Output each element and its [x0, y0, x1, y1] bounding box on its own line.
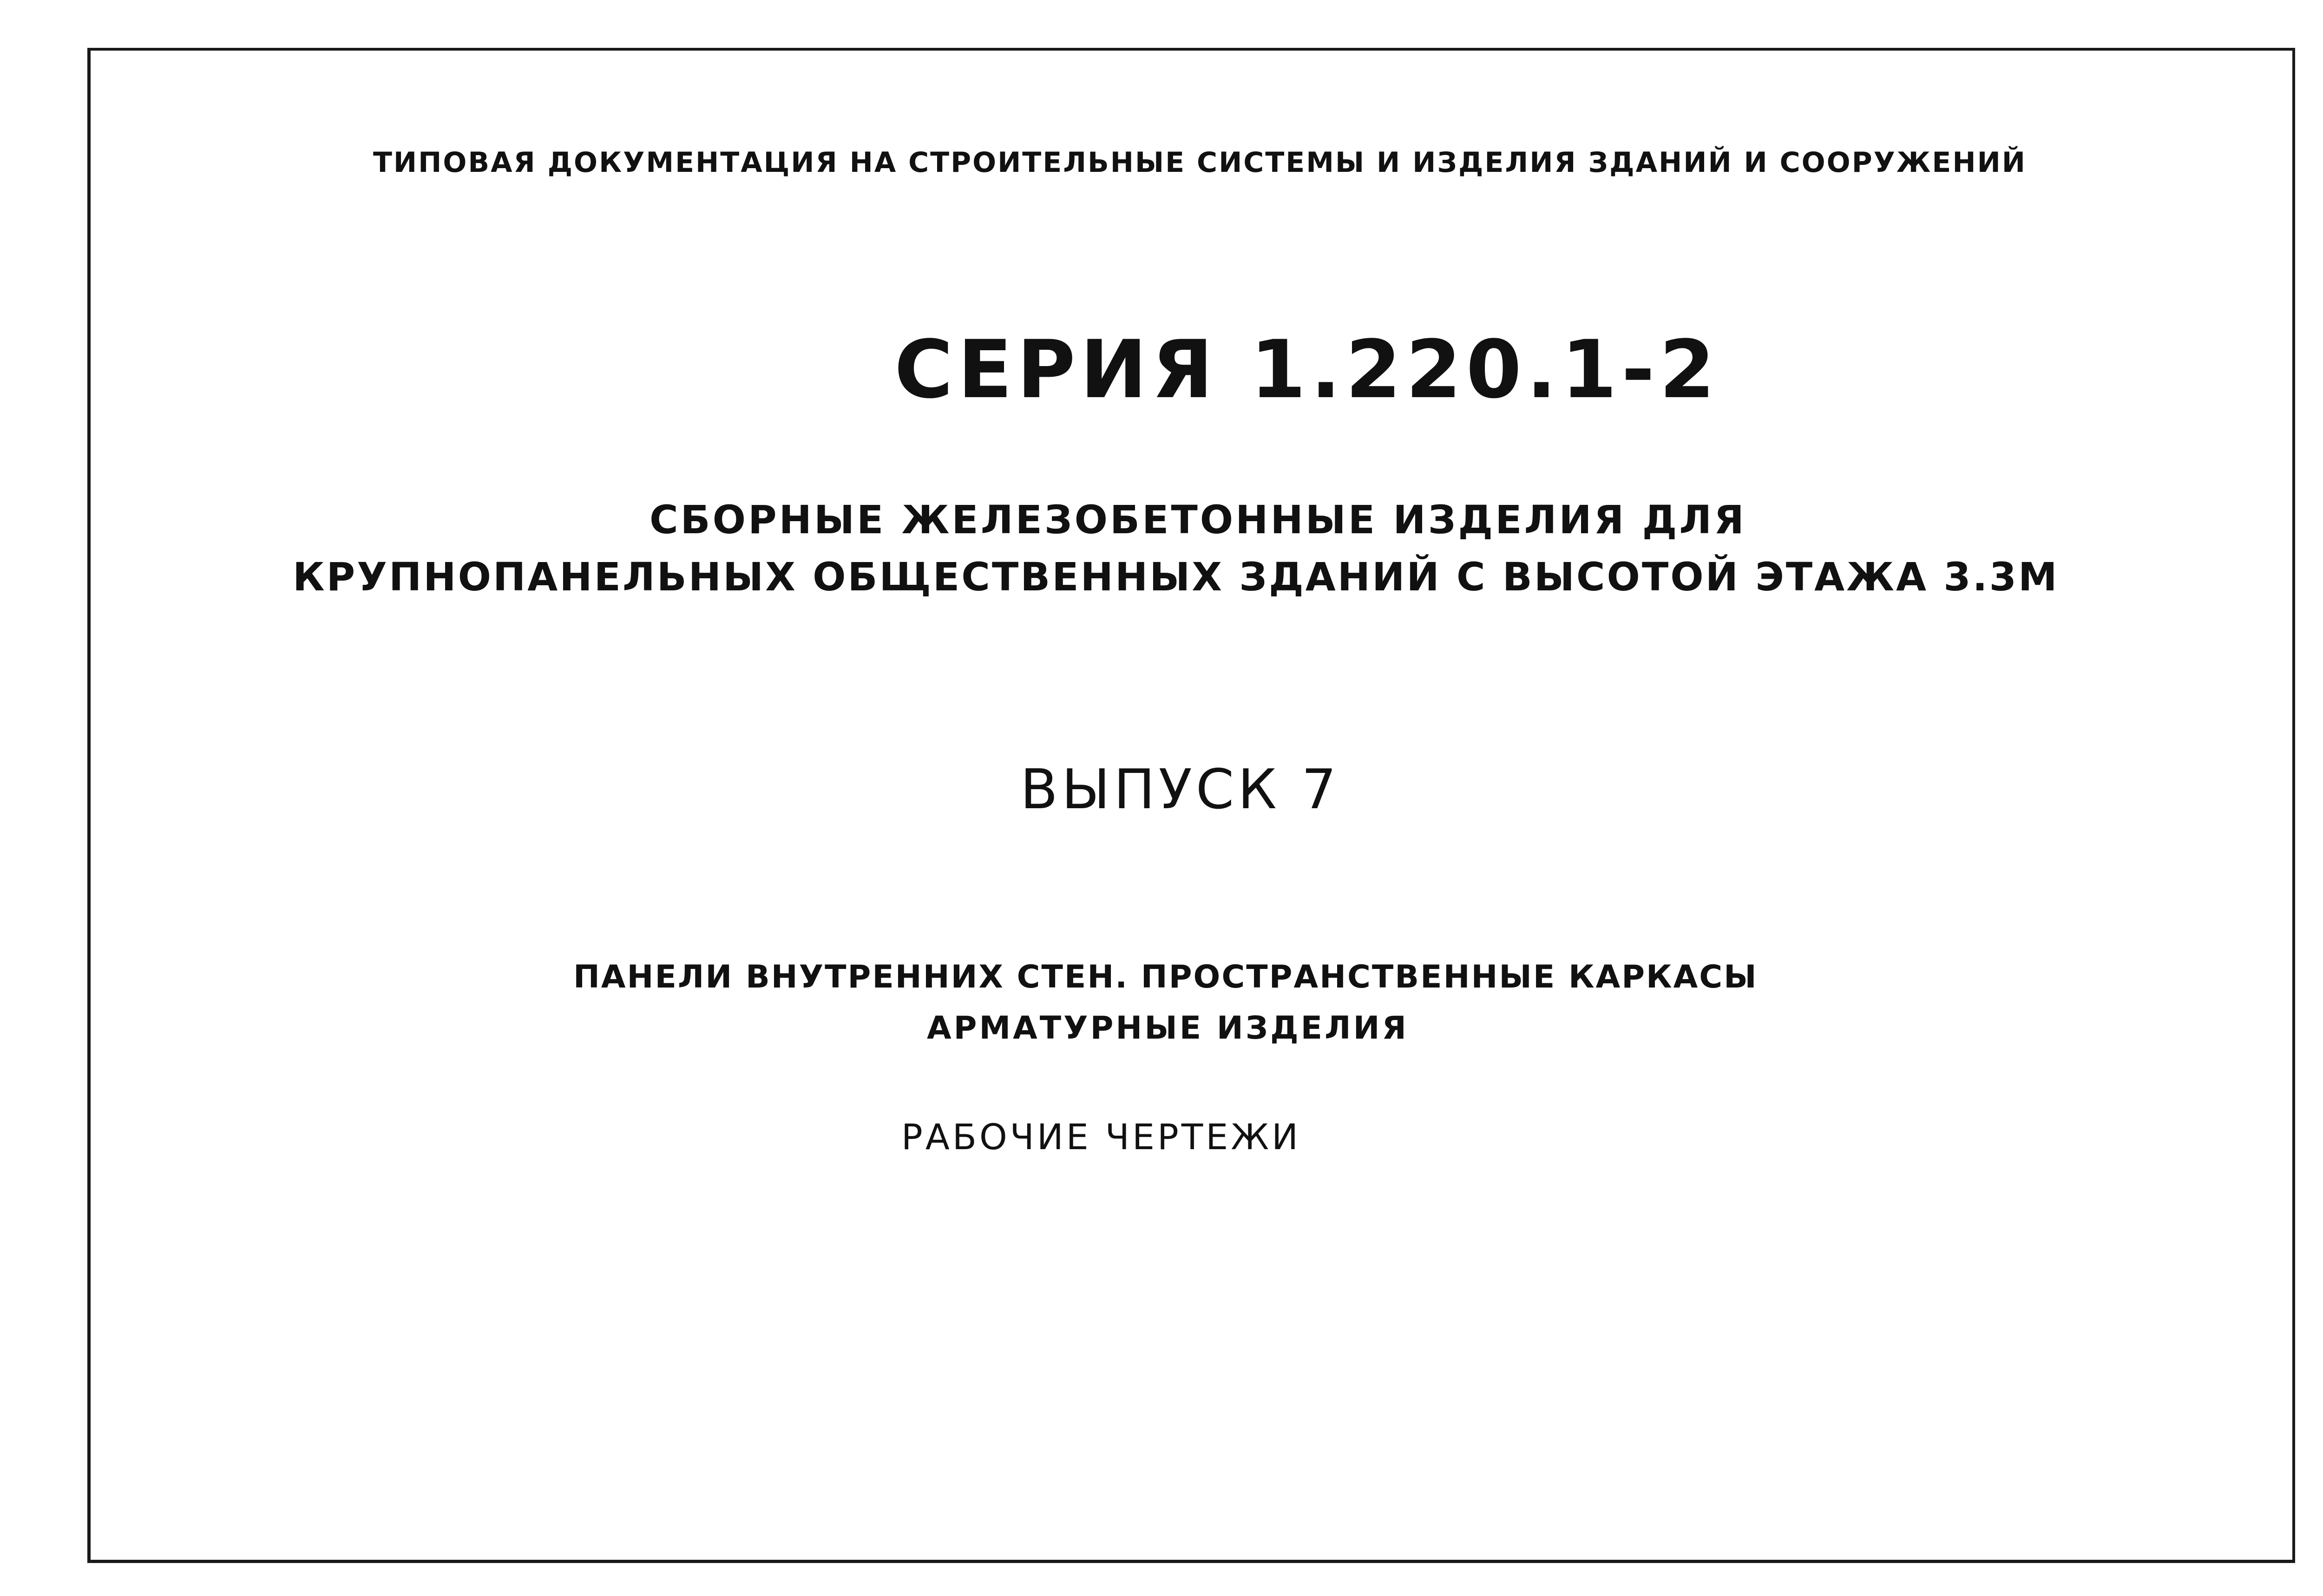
drawing-type: РАБОЧИЕ ЧЕРТЕЖИ	[901, 1116, 1301, 1158]
subtitle-line-1: СБОРНЫЕ ЖЕЛЕЗОБЕТОННЫЕ ИЗДЕЛИЯ ДЛЯ	[650, 497, 1746, 543]
documentation-header: ТИПОВАЯ ДОКУМЕНТАЦИЯ НА СТРОИТЕЛЬНЫЕ СИСТЕМЫ И ИЗДЕЛИЯ ЗДАНИЙ И СООРУЖЕНИЙ	[373, 146, 2027, 179]
description-line-1: ПАНЕЛИ ВНУТРЕННИХ СТЕН. ПРОСТРАНСТВЕННЫЕ КАРКАСЫ	[573, 959, 1758, 995]
issue-number: ВЫПУСК 7	[1020, 757, 1340, 821]
subtitle-line-2: КРУПНОПАНЕЛЬНЫХ ОБЩЕСТВЕННЫХ ЗДАНИЙ С ВЫСОТОЙ ЭТАЖА 3.3М	[293, 554, 2059, 600]
description-line-2: АРМАТУРНЫЕ ИЗДЕЛИЯ	[927, 1010, 1409, 1047]
series-title: СЕРИЯ 1.220.1-2	[894, 323, 1720, 416]
